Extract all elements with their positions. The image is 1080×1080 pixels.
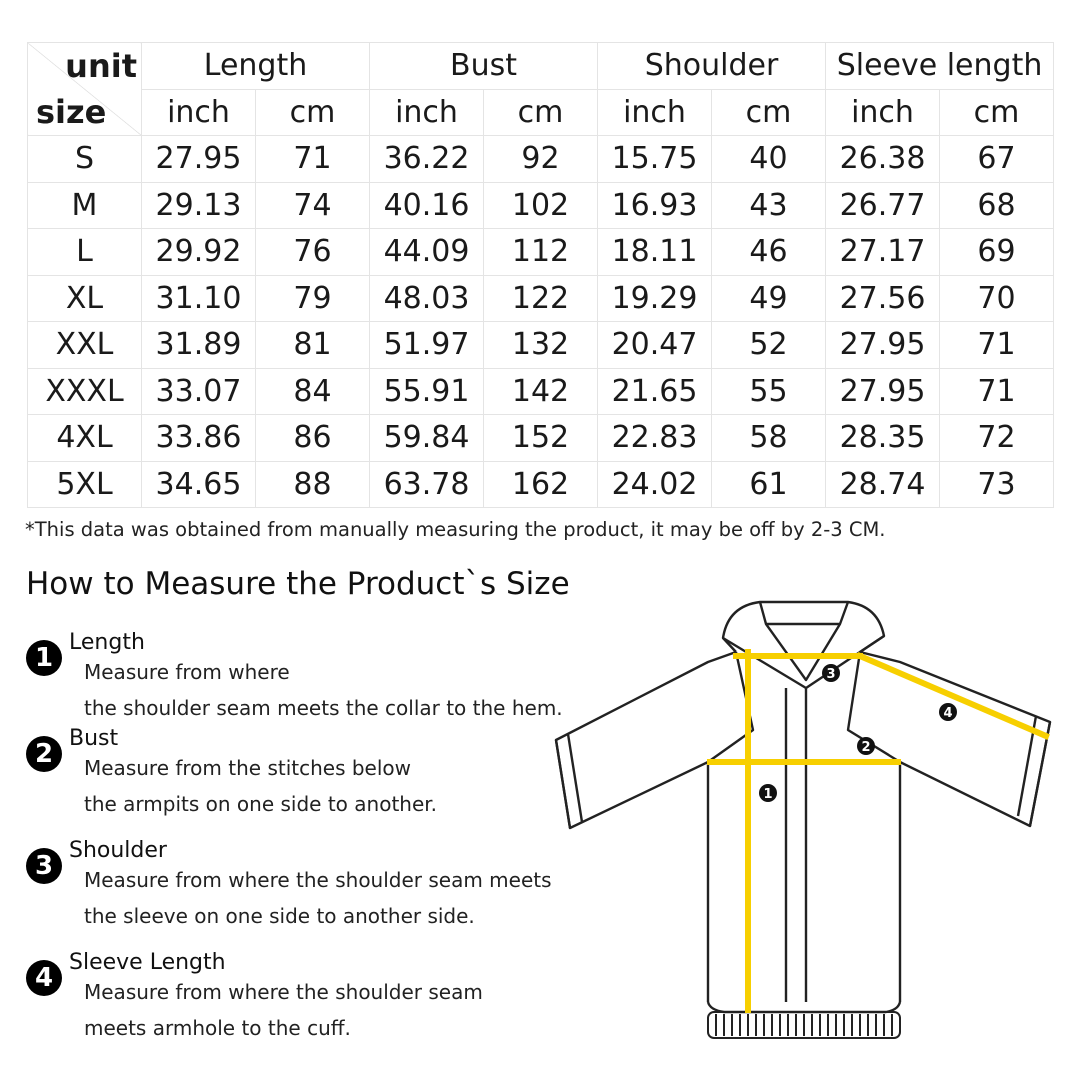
unit-header: cm [712,89,826,136]
measurement-cell: 29.13 [142,182,256,229]
table-row [28,275,1054,322]
table-row [28,415,1054,462]
measurement-cell: 58 [712,415,826,462]
table-row [28,368,1054,415]
measurement-cell: 52 [712,322,826,369]
measurement-cell: 162 [484,461,598,508]
measurement-cell: 132 [484,322,598,369]
size-label-cell: L [28,229,142,276]
measurement-cell: 72 [940,415,1054,462]
size-label-cell: 5XL [28,461,142,508]
unit-header-row [28,89,1054,136]
item-title: Length [69,630,145,655]
measurement-cell: 19.29 [598,275,712,322]
measurement-cell: 20.47 [598,322,712,369]
item-description-line: the shoulder seam meets the collar to the hem. [84,696,563,720]
unit-header: inch [142,89,256,136]
size-label-cell: XXL [28,322,142,369]
measurement-cell: 31.10 [142,275,256,322]
measurement-cell: 24.02 [598,461,712,508]
sleeve-measure-line [860,656,1046,736]
measurement-cell: 46 [712,229,826,276]
measure-lines [710,652,1046,1010]
item-description-line: Measure from where the shoulder seam meets [84,868,552,892]
table-row [28,182,1054,229]
item-title: Sleeve Length [69,950,226,975]
size-chart-table [27,42,1054,508]
item-title: Shoulder [69,838,167,863]
measurement-cell: 55 [712,368,826,415]
measurement-cell: 18.11 [598,229,712,276]
number-1-icon: 1 [26,640,62,676]
item-description-line: meets armhole to the cuff. [84,1016,351,1040]
item-description-line: the sleeve on one side to another side. [84,904,475,928]
group-header-bust: Bust [370,43,598,90]
unit-header: cm [484,89,598,136]
measurement-cell: 28.35 [826,415,940,462]
measurement-cell: 27.95 [142,136,256,183]
measurement-cell: 142 [484,368,598,415]
item-title: Bust [69,726,119,751]
measurement-cell: 49 [712,275,826,322]
table-row [28,229,1054,276]
measurement-cell: 71 [256,136,370,183]
measurement-cell: 71 [940,368,1054,415]
measurement-note: *This data was obtained from manually measuring the product, it may be off by 2-3 CM. [25,518,886,541]
number-2-icon: 2 [26,736,62,772]
measurement-cell: 33.86 [142,415,256,462]
group-header-sleeve-length: Sleeve length [826,43,1054,90]
shirt-outline-icon [556,602,1050,1012]
corner-unit-label: unit [65,47,137,85]
measurement-cell: 55.91 [370,368,484,415]
shirt-measurement-diagram [548,590,1058,1050]
measurement-cell: 15.75 [598,136,712,183]
unit-header: inch [598,89,712,136]
hem-ribbing [708,1012,900,1038]
measurement-cell: 29.92 [142,229,256,276]
item-description [84,974,483,1046]
marker-2-label: 2 [861,740,871,755]
measurement-cell: 63.78 [370,461,484,508]
item-description [84,654,563,726]
measurement-cell: 40.16 [370,182,484,229]
size-table-body [28,136,1054,508]
measurement-cell: 27.95 [826,368,940,415]
marker-3-icon [822,664,840,682]
measurement-cell: 92 [484,136,598,183]
how-to-measure-title: How to Measure the Product`s Size [26,566,570,602]
size-label-cell: M [28,182,142,229]
measurement-cell: 26.77 [826,182,940,229]
measurement-cell: 76 [256,229,370,276]
table-row [28,136,1054,183]
unit-header: inch [826,89,940,136]
marker-4-label: 4 [943,706,953,721]
measurement-cell: 61 [712,461,826,508]
table-row [28,322,1054,369]
measurement-cell: 67 [940,136,1054,183]
item-description-line: the armpits on one side to another. [84,792,438,816]
item-description [84,750,437,822]
measurement-cell: 68 [940,182,1054,229]
item-description-line: Measure from where the shoulder seam [84,980,483,1004]
measurement-cell: 84 [256,368,370,415]
measurement-cell: 16.93 [598,182,712,229]
measurement-cell: 43 [712,182,826,229]
measurement-cell: 152 [484,415,598,462]
measurement-cell: 27.56 [826,275,940,322]
unit-header: inch [370,89,484,136]
measurement-cell: 31.89 [142,322,256,369]
number-4-icon: 4 [26,960,62,996]
measurement-cell: 44.09 [370,229,484,276]
measurement-cell: 26.38 [826,136,940,183]
table-row [28,461,1054,508]
measurement-cell: 27.17 [826,229,940,276]
measurement-cell: 28.74 [826,461,940,508]
marker-4-icon [939,703,957,721]
measurement-cell: 34.65 [142,461,256,508]
group-header-shoulder: Shoulder [598,43,826,90]
marker-2-icon [857,737,875,755]
group-header-row [28,43,1054,90]
size-label-cell: XL [28,275,142,322]
measurement-cell: 71 [940,322,1054,369]
corner-header-cell [28,43,142,136]
measurement-cell: 33.07 [142,368,256,415]
item-description [84,862,552,934]
marker-1-icon [759,784,777,802]
measurement-cell: 74 [256,182,370,229]
measurement-cell: 102 [484,182,598,229]
measurement-cell: 69 [940,229,1054,276]
measurement-cell: 48.03 [370,275,484,322]
number-3-icon: 3 [26,848,62,884]
measurement-cell: 51.97 [370,322,484,369]
measurement-cell: 122 [484,275,598,322]
marker-1-label: 1 [763,787,773,802]
measurement-cell: 112 [484,229,598,276]
unit-header: cm [940,89,1054,136]
measurement-cell: 59.84 [370,415,484,462]
measurement-cell: 88 [256,461,370,508]
measurement-cell: 70 [940,275,1054,322]
measurement-cell: 81 [256,322,370,369]
size-label-cell: S [28,136,142,183]
marker-3-label: 3 [826,667,836,682]
measurement-cell: 22.83 [598,415,712,462]
item-description-line: Measure from where [84,660,290,684]
unit-header: cm [256,89,370,136]
item-description-line: Measure from the stitches below [84,756,412,780]
measurement-cell: 36.22 [370,136,484,183]
measurement-cell: 86 [256,415,370,462]
measurement-cell: 40 [712,136,826,183]
measurement-cell: 79 [256,275,370,322]
measurement-cell: 27.95 [826,322,940,369]
size-label-cell: 4XL [28,415,142,462]
size-label-cell: XXXL [28,368,142,415]
measurement-cell: 21.65 [598,368,712,415]
measurement-cell: 73 [940,461,1054,508]
corner-size-label: size [36,93,107,131]
group-header-length: Length [142,43,370,90]
